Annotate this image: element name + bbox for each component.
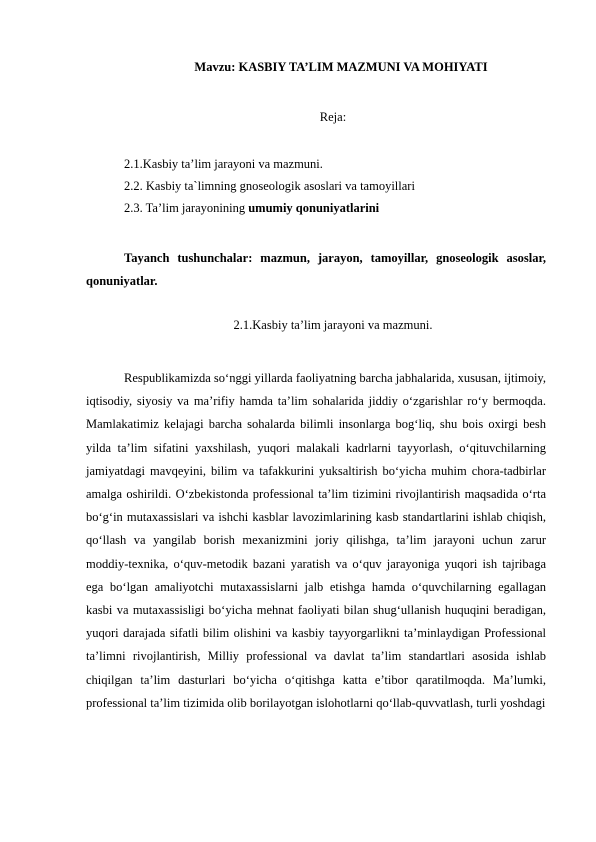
plan-item-text: 2.1.Kasbiy ta’lim jarayoni va mazmuni. <box>124 157 323 171</box>
page-title: Mavzu: KASBIY TA’LIM MAZMUNI VA MOHIYATI <box>194 60 488 74</box>
plan-label: Reja: <box>319 110 347 124</box>
body-paragraph: Respublikamizda so‘nggi yillarda faoliyatning barcha jabhalarida, xususan, ijtimoiy, iqtisodiy, siyosiy va ma’rifiy hamda ta’lim sohalarida jiddiy o‘zgarishlar ro‘y bermoqda. Mamlakatimiz kelajagi barcha sohalarda bilimli insonlarga bog‘liq, shu bois oxirgi besh yilda ta’lim sifatini yaxshilash, yuqori malakali kadrlarni tayyorlash, o‘qituvchilarning jamiyatdagi mavqeyini, bilim va tafakkurini yuksaltirish bo‘yicha muhim chora-tadbirlar amalga oshirildi. O‘zbekistonda professional ta’lim tizimini rivojlantirish maqsadida o‘rta bo‘g‘in mutaxassislari va ishchi kasblar lavozimlarining kasb standartlarini ishlab chiqish, qo‘llash va yangilab borish mexanizmini joriy qilishga, ta’lim jarayoni uchun zarur moddiy-texnika, o‘quv-metodik bazani yaratish va o‘quv jarayoniga yuqori ish tajribaga ega bo‘lgan amaliyotchi mutaxassislarni jalb etishga hamda o‘quvchilarning egallagan kasbi va mutaxassisligi bo‘yicha mehnat faoliyati bilan shug‘ullanish huquqini beradigan, yuqori darajada sifatli bilim olishini va kasbiy tayyorgarlikni ta’minlaydigan Professional ta’limni rivojlantirish, Milliy professional va davlat ta’lim standartlari asosida ishlab chiqilgan ta’lim dasturlari bo‘yicha o‘qitishga katta e’tibor qaratilmoqda. Ma’lumki, professional ta’lim tizimida olib borilayotgan islohotlarni qo‘llab-quvvatlash, turli yoshdagi <box>86 371 546 710</box>
plan-item-bold: umumiy qonuniyatlarini <box>248 201 380 215</box>
plan-item <box>124 197 415 219</box>
plan-item-text: 2.3. Ta’lim jarayonining <box>124 201 249 215</box>
plan-list <box>124 153 415 219</box>
plan-item-text: 2.2. Kasbiy ta`limning gnoseologik asoslari va tamoyillari <box>124 179 415 193</box>
plan-item <box>124 153 415 175</box>
key-concepts: Tayanch tushunchalar: mazmun, jarayon, tamoyillar, gnoseologik asoslar, qonuniyatlar. <box>86 251 546 288</box>
plan-item <box>124 175 415 197</box>
section-heading: 2.1.Kasbiy ta’lim jarayoni va mazmuni. <box>233 318 433 332</box>
